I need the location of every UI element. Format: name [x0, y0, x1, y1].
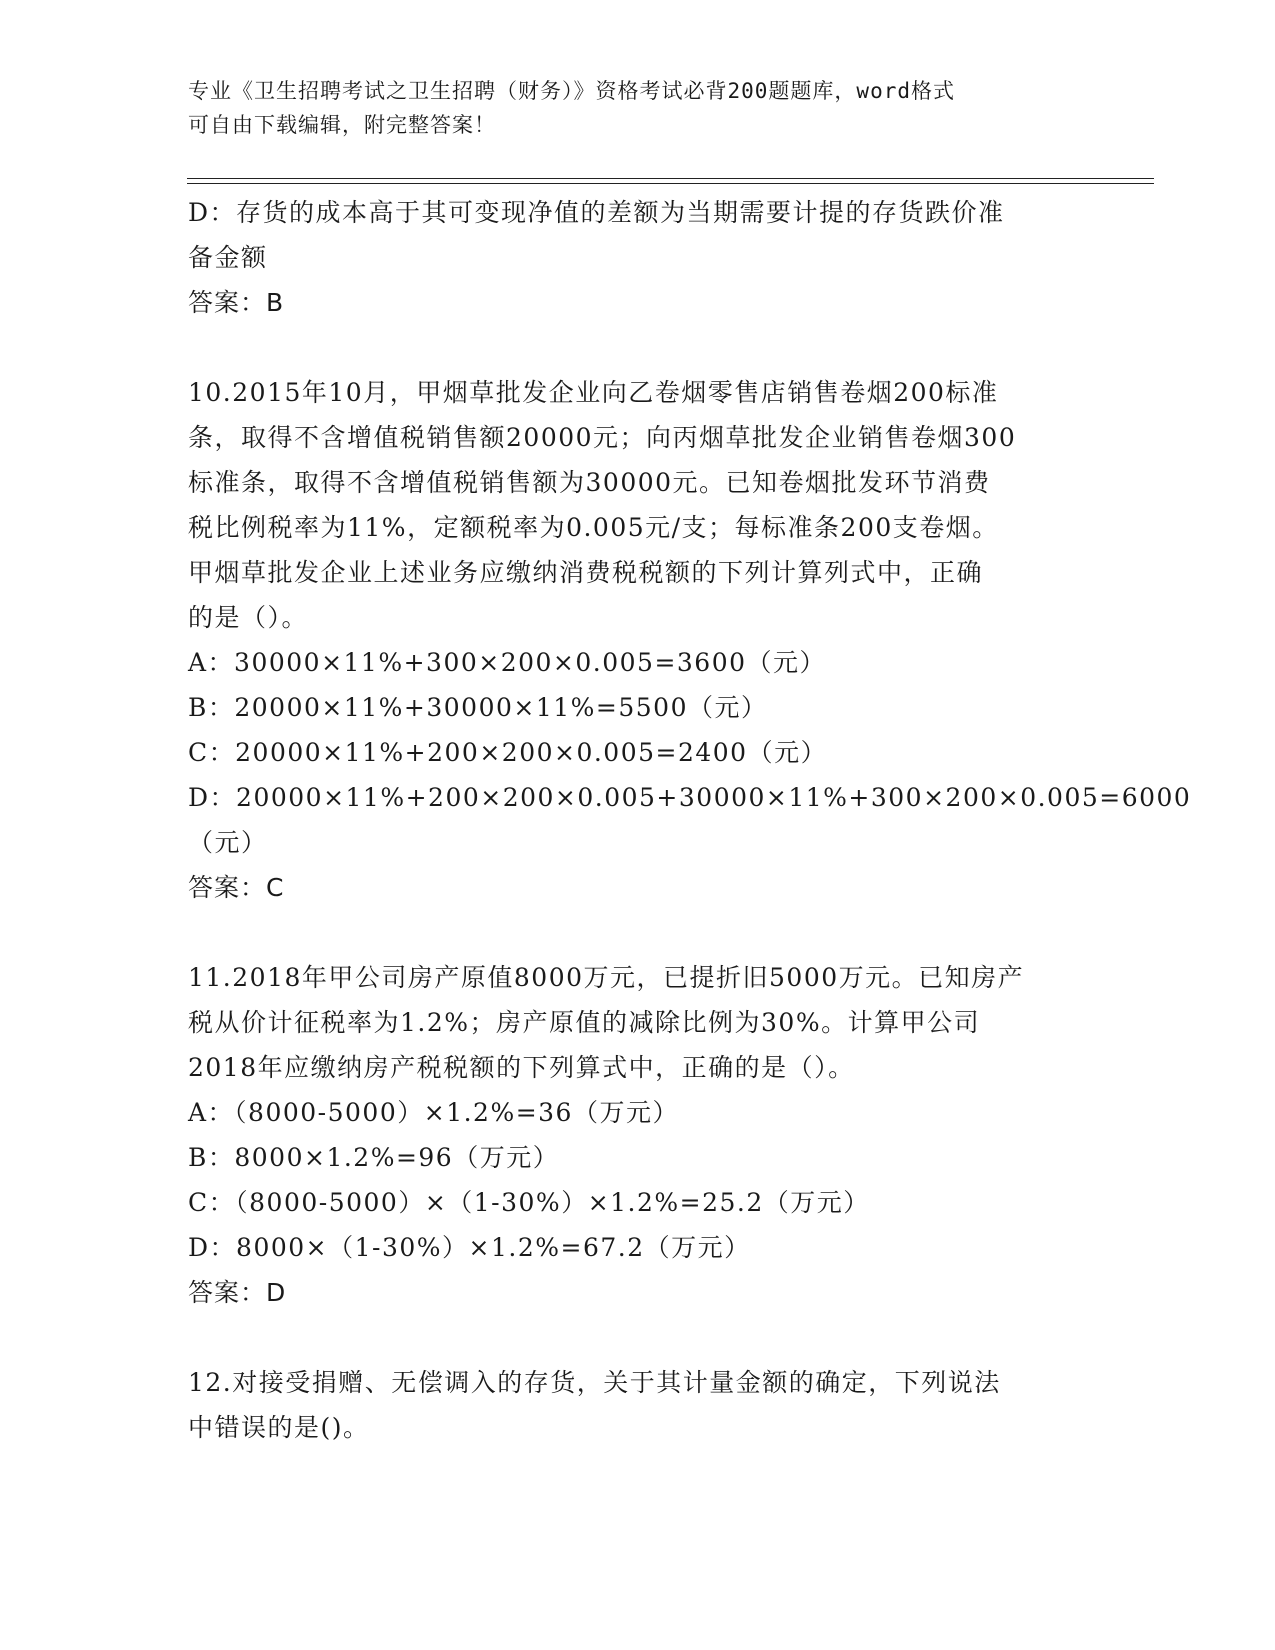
- q10-stem-line-2: 条，取得不含增值税销售额20000元；向丙烟草批发企业销售卷烟300: [188, 423, 1017, 452]
- q10-option-b: B：20000×11%+30000×11%=5500（元）: [188, 693, 768, 722]
- q10-option-d-continued: （元）: [188, 828, 268, 857]
- prev-answer: 答案：B: [188, 288, 285, 317]
- spacer: [188, 1315, 1088, 1360]
- spacer: [188, 910, 1088, 955]
- document-header: [188, 74, 1068, 142]
- q10-stem-line-5: 甲烟草批发企业上述业务应缴纳消费税税额的下列计算列式中，正确: [188, 558, 984, 587]
- header-divider-bottom: [187, 183, 1154, 184]
- q11-option-d: D：8000×（1-30%）×1.2%=67.2（万元）: [188, 1233, 751, 1262]
- header-title-line-1: 专业《卫生招聘考试之卫生招聘（财务）》资格考试必背200题题库，word格式: [188, 79, 955, 103]
- q11-option-c: C：（8000-5000）×（1-30%）×1.2%=25.2（万元）: [188, 1188, 870, 1217]
- q12-stem-line-2: 中错误的是()。: [188, 1413, 370, 1442]
- header-title-line-2: 可自由下载编辑，附完整答案！: [188, 113, 496, 137]
- q10-stem-line-6: 的是（）。: [188, 603, 309, 632]
- q10-option-c: C：20000×11%+200×200×0.005=2400（元）: [188, 738, 828, 767]
- q10-stem-line-4: 税比例税率为11%，定额税率为0.005元/支；每标准条200支卷烟。: [188, 513, 999, 542]
- q10-answer: 答案：C: [188, 873, 285, 902]
- q12-stem-line-1: 12.对接受捐赠、无偿调入的存货，关于其计量金额的确定，下列说法: [188, 1368, 1001, 1397]
- q11-answer: 答案：D: [188, 1278, 287, 1307]
- prev-option-d-line-1: D：存货的成本高于其可变现净值的差额为当期需要计提的存货跌价准: [188, 198, 1005, 227]
- q11-stem-line-1: 11.2018年甲公司房产原值8000万元，已提折旧5000万元。已知房产: [188, 963, 1025, 992]
- q11-stem-line-3: 2018年应缴纳房产税税额的下列算式中，正确的是（）。: [188, 1053, 855, 1082]
- q10-option-a: A：30000×11%+300×200×0.005=3600（元）: [188, 648, 827, 677]
- spacer: [188, 325, 1088, 370]
- header-divider-top: [187, 178, 1154, 179]
- prev-option-d-line-2: 备金额: [188, 243, 268, 272]
- q10-stem-line-1: 10.2015年10月，甲烟草批发企业向乙卷烟零售店销售卷烟200标准: [188, 378, 999, 407]
- q10-option-d: D：20000×11%+200×200×0.005+30000×11%+300×200×0.005=6000: [188, 783, 1192, 812]
- q11-option-a: A：（8000-5000）×1.2%=36（万元）: [188, 1098, 679, 1127]
- q11-option-b: B：8000×1.2%=96（万元）: [188, 1143, 560, 1172]
- q11-stem-line-2: 税从价计征税率为1.2%；房产原值的减除比例为30%。计算甲公司: [188, 1008, 981, 1037]
- q10-stem-line-3: 标准条，取得不含增值税销售额为30000元。已知卷烟批发环节消费: [188, 468, 991, 497]
- question-content: [188, 190, 1192, 1450]
